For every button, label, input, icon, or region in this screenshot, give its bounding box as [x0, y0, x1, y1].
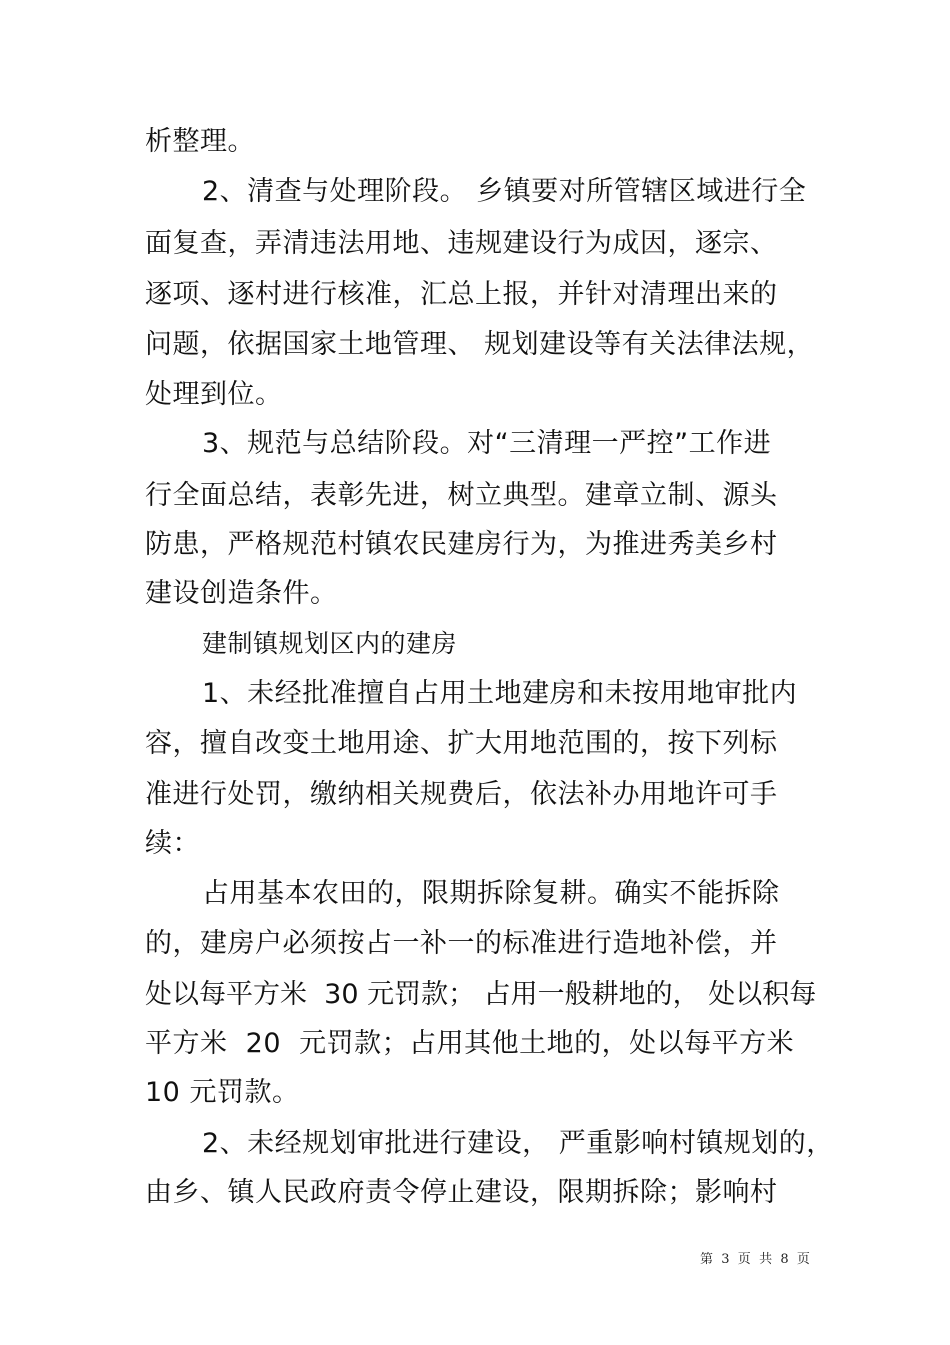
text-line: 问题，依据国家土地管理、 规划建设等有关法律法规， [145, 329, 815, 360]
text-line: 续： [145, 828, 200, 859]
text-line: 建设创造条件。 [145, 578, 338, 609]
text-line: 处以每平方米 30 元罚款； 占用一般耕地的， 处以积每 [145, 979, 817, 1010]
text-line: 行全面总结，表彰先进，树立典型。建章立制、源头 [145, 480, 778, 511]
text-line: 面复查，弄清违法用地、违规建设行为成因，逐宗、 [145, 228, 778, 259]
text-line: 2、未经规划审批进行建设， 严重影响村镇规划的， [202, 1128, 834, 1159]
text-line: 析整理。 [145, 126, 255, 157]
text-line: 2、清查与处理阶段。 乡镇要对所管辖区域进行全 [202, 176, 807, 207]
text-line: 准进行处罚，缴纳相关规费后，依法补办用地许可手 [145, 779, 778, 810]
text-line: 1、未经批准擅自占用土地建房和未按用地审批内 [202, 678, 798, 709]
text-line: 平方米 20 元罚款；占用其他土地的，处以每平方米 [145, 1028, 795, 1059]
text-line: 由乡、镇人民政府责令停止建设，限期拆除；影响村 [145, 1177, 778, 1208]
text-line: 3、规范与总结阶段。对“三清理一严控”工作进 [202, 428, 772, 459]
text-line: 容，擅自改变土地用途、扩大用地范围的，按下列标 [145, 728, 778, 759]
text-line: 处理到位。 [145, 379, 283, 410]
text-line: 的，建房户必须按占一补一的标准进行造地补偿，并 [145, 928, 778, 959]
text-line: 10 元罚款。 [145, 1077, 300, 1108]
text-line: 逐项、逐村进行核准，汇总上报，并针对清理出来的 [145, 279, 778, 310]
text-line: 防患，严格规范村镇农民建房行为，为推进秀美乡村 [145, 529, 778, 560]
section-heading: 建制镇规划区内的建房 [202, 629, 458, 658]
page-number-footer: 第 3 页 共 8 页 [700, 1252, 810, 1267]
text-line: 占用基本农田的，限期拆除复耕。确实不能拆除 [202, 878, 780, 909]
